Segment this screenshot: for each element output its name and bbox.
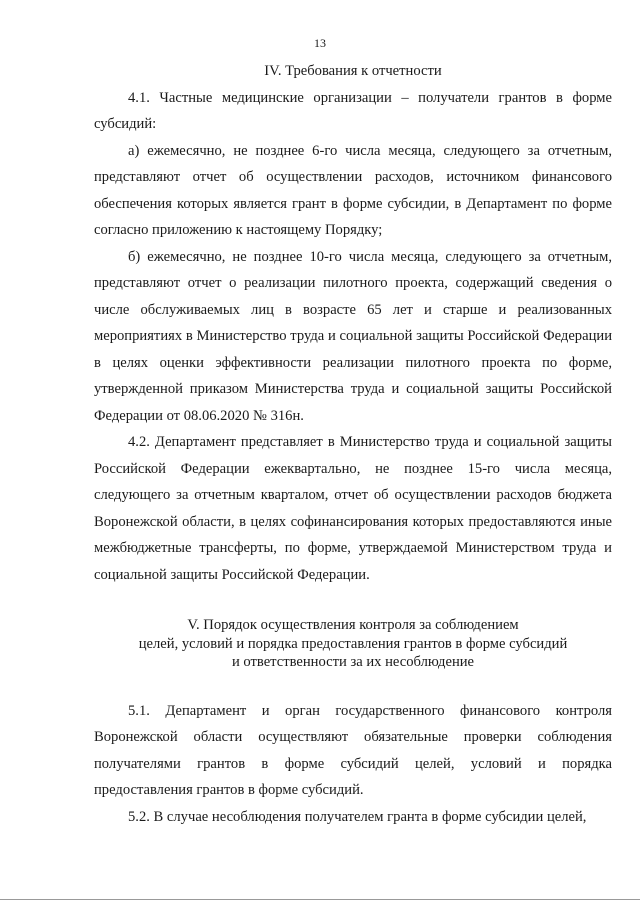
section-5-title-line: целей, условий и порядка предоставления грантов в форме субсидий [138,635,568,652]
paragraph-4-1: 4.1. Частные медицинские организации – получатели грантов в форме субсидий: [94,89,612,132]
paragraph-4-1-b: б) ежемесячно, не позднее 10-го числа месяца, следующего за отчетным, представляют отчет о реализации пилотного проекта, содержащий сведения о числе обслуживаемых лиц в возрасте 65 лет и старше и реализованных мероприятиях в Министерство труда и социальной защиты Российской Федерации в целях оценки эффективности реализации пилотного проекта по форме, утвержденной приказом Министерства труда и социальной защиты Российской Федерации от 08.06.2020 № 316н. [94,248,612,424]
paragraph-4-1-a: а) ежемесячно, не позднее 6-го числа месяца, следующего за отчетным, представляют отчет об осуществлении расходов, источником финансового обеспечения которых является грант в форме субсидии, в Департамент по форме согласно приложению к настоящему Порядку; [94,142,612,238]
paragraph-4-2: 4.2. Департамент представляет в Министерство труда и социальной защиты Российской Федерации ежеквартально, не позднее 15-го числа месяца, следующего за отчетным кварталом, отчет об осуществлении расходов бюджета Воронежской области, в целях софинансирования которых предоставляются иные межбюджетные трансферты, по форме, утверждаемой Министерством труда и социальной защиты Российской Федерации. [94,434,612,583]
paragraph-5-2: 5.2. В случае несоблюдения получателем гранта в форме субсидии целей, [128,808,587,825]
document-body [94,58,612,830]
section-5-title [94,616,612,672]
bottom-divider [0,899,640,900]
section-4-title: IV. Требования к отчетности [264,63,442,79]
paragraph-5-1: 5.1. Департамент и орган государственного финансового контроля Воронежской области осуществляют обязательные проверки соблюдения получателями грантов в форме субсидий целей, условий и порядка предоставления грантов в форме субсидий. [94,702,612,798]
page-number: 13 [314,36,326,50]
section-5-title-line: V. Порядок осуществления контроля за соблюдением [187,617,519,633]
section-5-title-line: и ответственности за их несоблюдение [231,654,475,670]
